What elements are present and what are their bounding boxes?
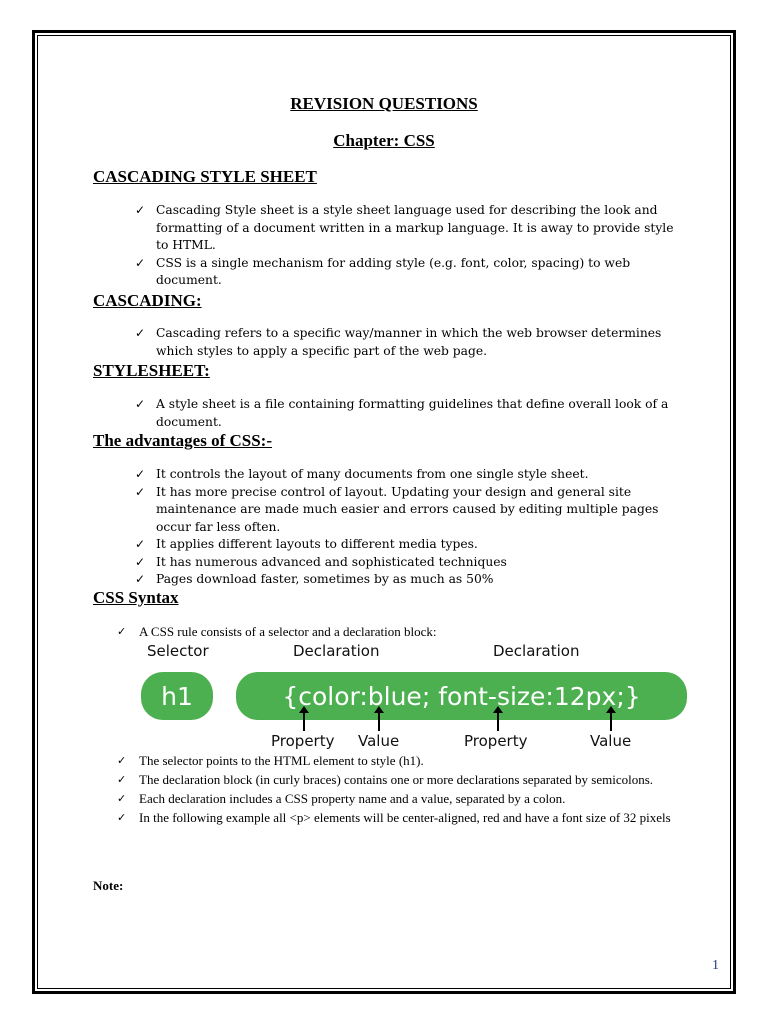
declaration-label-1: Declaration (293, 642, 380, 660)
arrow-up-icon (497, 712, 499, 731)
list-item: ✓ Pages download faster, sometimes by as much as 50% (135, 571, 675, 589)
list-item: ✓ In the following example all <p> elements will be center-aligned, red and have a font size of 32 pixels (117, 808, 687, 827)
value-label-1: Value (358, 732, 400, 750)
declaration-pill: {color:blue; font-size:12px;} (236, 672, 687, 720)
list-advantages (135, 466, 675, 589)
declaration-label-2: Declaration (493, 642, 580, 660)
list-syntax-intro (117, 622, 687, 641)
list-item: ✓ It has numerous advanced and sophisticated techniques (135, 554, 675, 572)
list-item: ✓ The selector points to the HTML element to style (h1). (117, 751, 687, 770)
property-label-2: Property (464, 732, 528, 750)
arrow-up-icon (378, 712, 380, 731)
value-label-2: Value (590, 732, 632, 750)
selector-label: Selector (147, 642, 209, 660)
heading-css: CASCADING STYLE SHEET (93, 167, 317, 186)
arrow-up-icon (610, 712, 612, 731)
list-item: ✓ CSS is a single mechanism for adding style (e.g. font, color, spacing) to web document. (135, 255, 675, 290)
list-item: ✓ A CSS rule consists of a selector and a declaration block: (117, 622, 687, 641)
chapter-title: Chapter: CSS (333, 131, 435, 150)
list-item: ✓ It controls the layout of many documents from one single style sheet. (135, 466, 675, 484)
list-stylesheet (135, 396, 675, 431)
list-syntax (117, 751, 687, 827)
heading-syntax: CSS Syntax (93, 588, 179, 607)
property-label-1: Property (271, 732, 335, 750)
page-number: 1 (712, 958, 719, 973)
heading-cascading: CASCADING: (93, 291, 202, 310)
list-item: ✓ Cascading Style sheet is a style sheet language used for describing the look and formatting of a document written in a markup language. It is away to provide style to HTML. (135, 202, 675, 255)
note-label: Note: (93, 878, 124, 893)
list-item: ✓ Cascading refers to a specific way/manner in which the web browser determines which styles to apply a specific part of the web page. (135, 325, 675, 360)
selector-pill: h1 (141, 672, 213, 720)
list-item: ✓ A style sheet is a file containing formatting guidelines that define overall look of a document. (135, 396, 675, 431)
list-item: ✓ The declaration block (in curly braces) contains one or more declarations separated by semicolons. (117, 770, 687, 789)
heading-stylesheet: STYLESHEET: (93, 361, 210, 380)
list-css (135, 202, 675, 290)
list-item: ✓ Each declaration includes a CSS property name and a value, separated by a colon. (117, 789, 687, 808)
list-item: ✓ It applies different layouts to different media types. (135, 536, 675, 554)
page-title: REVISION QUESTIONS (290, 94, 478, 113)
heading-advantages: The advantages of CSS:- (93, 431, 272, 450)
list-item: ✓ It has more precise control of layout. Updating your design and general site maintenance are made much easier and errors caused by editing multiple pages occur far less often. (135, 484, 675, 537)
arrow-up-icon (303, 712, 305, 731)
list-cascading (135, 325, 675, 360)
